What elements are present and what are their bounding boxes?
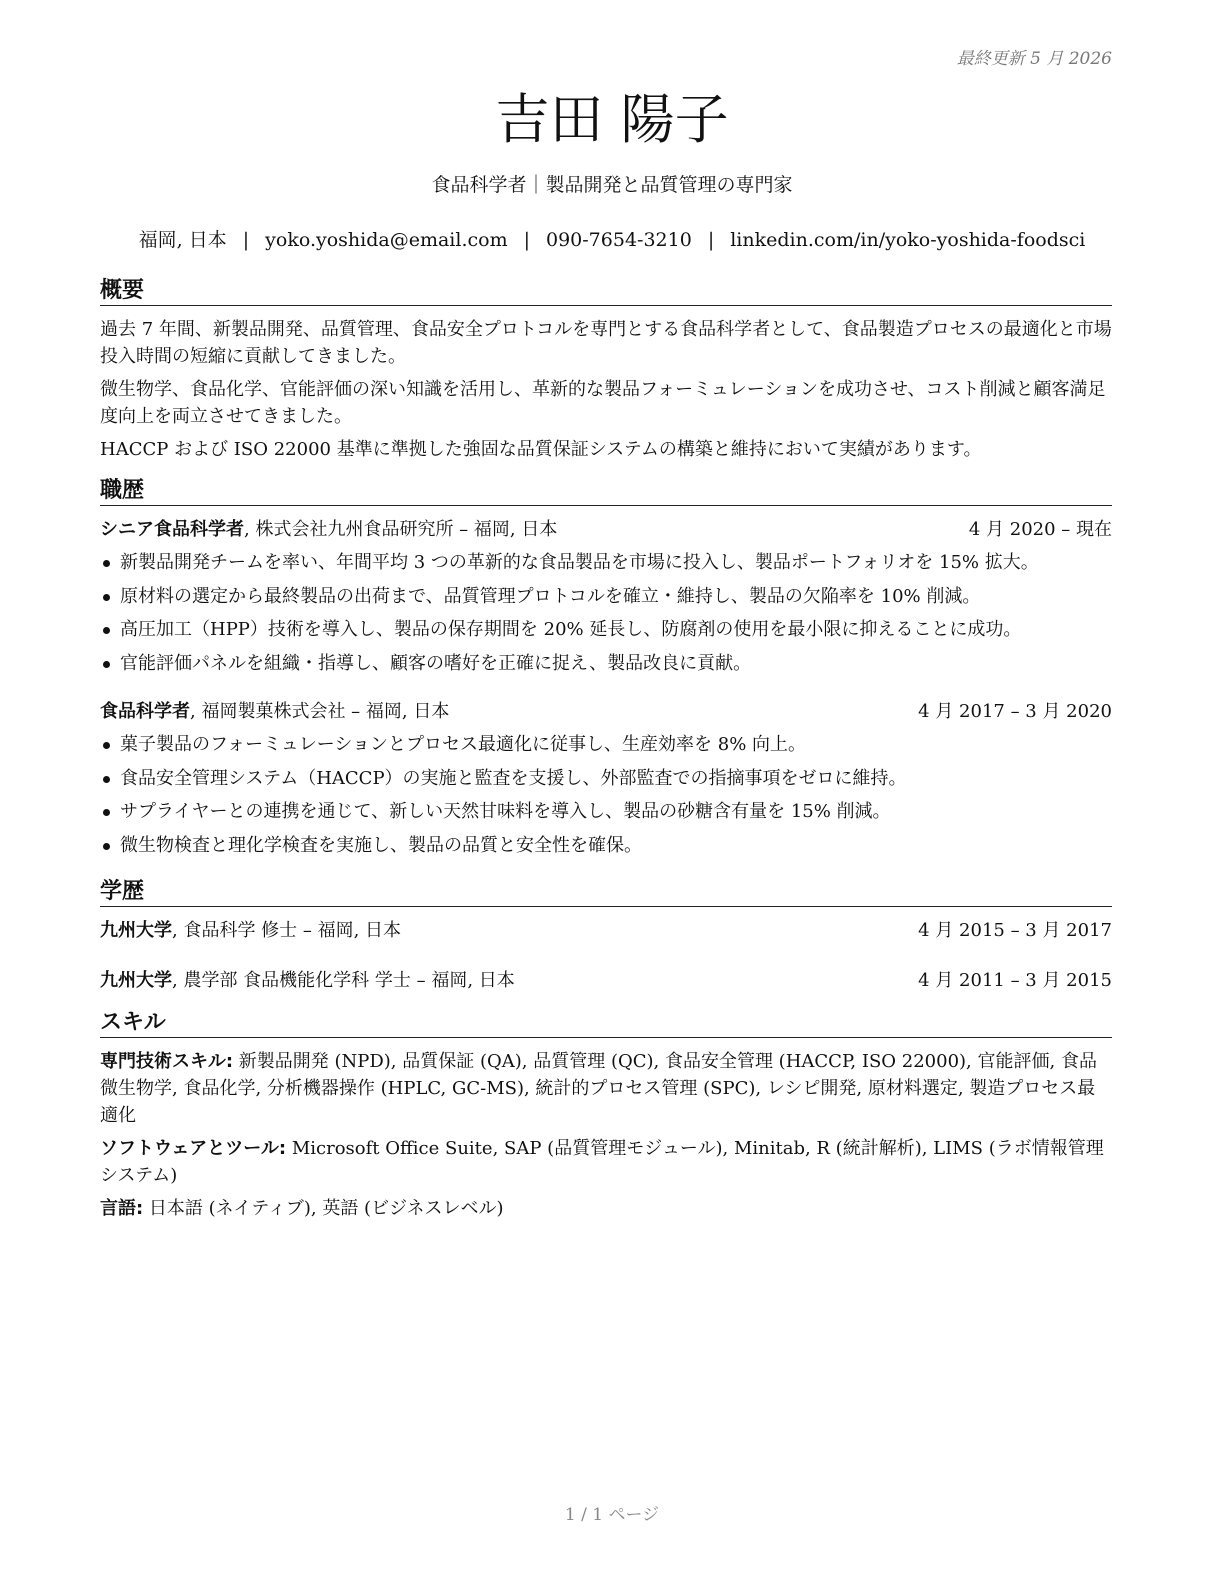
job-dates: 4 月 2017 – 3 月 2020 bbox=[918, 701, 1112, 722]
job-bullet: 食品安全管理システム（HACCP）の実施と監査を支援し、外部監査での指摘事項をゼロに維持。 bbox=[100, 762, 1112, 796]
summary-paragraph: HACCP および ISO 22000 基準に準拠した強固な品質保証システムの構築と維持において実績があります。 bbox=[100, 439, 982, 460]
candidate-name: 吉田 陽子 bbox=[495, 88, 729, 151]
skill-group bbox=[100, 1048, 1112, 1129]
education-entry bbox=[100, 917, 1112, 945]
job-title: シニア食品科学者 bbox=[100, 519, 244, 540]
skill-value: 日本語 (ネイティブ), 英語 (ビジネスレベル) bbox=[143, 1198, 504, 1219]
job-bullet: 官能評価パネルを組織・指導し、顧客の嗜好を正確に捉え、製品改良に貢献。 bbox=[100, 647, 1112, 681]
section-title-summary: 概要 bbox=[100, 277, 1112, 306]
headline: 食品科学者｜製品開発と品質管理の専門家 bbox=[431, 174, 793, 196]
summary-section bbox=[100, 316, 1112, 463]
last-updated: 最終更新 5 月 2026 bbox=[956, 49, 1112, 69]
education-detail: , 農学部 食品機能化学科 学士 – 福岡, 日本 bbox=[172, 970, 515, 991]
education-entry bbox=[100, 967, 1112, 995]
education-school: 九州大学 bbox=[100, 970, 172, 991]
skill-label: ソフトウェアとツール: bbox=[100, 1138, 287, 1159]
contact-line bbox=[0, 225, 1224, 252]
job-bullet: 菓子製品のフォーミュレーションとプロセス最適化に従事し、生産効率を 8% 向上。 bbox=[100, 728, 1112, 762]
job-entry bbox=[100, 698, 1112, 862]
job-bullet: 高圧加工（HPP）技術を導入し、製品の保存期間を 20% 延長し、防腐剤の使用を最小限に抑えることに成功。 bbox=[100, 613, 1112, 647]
page-number: 1 / 1 ページ bbox=[564, 1505, 660, 1525]
skill-group bbox=[100, 1195, 1112, 1222]
summary-paragraph: 微生物学、食品化学、官能評価の深い知識を活用し、革新的な製品フォーミュレーションを成功させ、コスト削減と顧客満足度向上を両立させてきました。 bbox=[100, 379, 1106, 427]
job-title: 食品科学者 bbox=[100, 701, 190, 722]
job-bullet: 微生物検査と理化学検査を実施し、製品の品質と安全性を確保。 bbox=[100, 829, 1112, 863]
skill-label: 専門技術スキル: bbox=[100, 1051, 234, 1072]
job-bullet: 原材料の選定から最終製品の出荷まで、品質管理プロトコルを確立・維持し、製品の欠陥率を 10% 削減。 bbox=[100, 580, 1112, 614]
contact-linkedin[interactable]: linkedin.com/in/yoko-yoshida-foodsci bbox=[730, 229, 1086, 251]
job-header bbox=[100, 516, 1112, 544]
section-title-education: 学歴 bbox=[100, 878, 1112, 907]
skill-group bbox=[100, 1135, 1112, 1189]
skill-value: 新製品開発 (NPD), 品質保証 (QA), 品質管理 (QC), 食品安全管理 (HACCP, ISO 22000), 官能評価, 食品微生物学, 食品化学, 分析機器操作 (HPLC, GC-MS), 統計的プロセス管理 (SPC), レシピ開発, 原材料選定, 製造プロセス最適化 bbox=[100, 1051, 1097, 1126]
resume-body bbox=[100, 277, 1112, 1228]
job-bullets bbox=[100, 728, 1112, 862]
job-bullet: サプライヤーとの連携を通じて、新しい天然甘味料を導入し、製品の砂糖含有量を 15% 削減。 bbox=[100, 795, 1112, 829]
section-title-skills: スキル bbox=[100, 1009, 1112, 1038]
section-title-experience: 職歴 bbox=[100, 477, 1112, 506]
job-bullets bbox=[100, 546, 1112, 680]
contact-separator: | bbox=[523, 229, 530, 251]
job-header bbox=[100, 698, 1112, 726]
contact-phone: 090-7654-3210 bbox=[546, 229, 692, 251]
job-organization: , 福岡製菓株式会社 – 福岡, 日本 bbox=[190, 701, 450, 722]
education-dates: 4 月 2015 – 3 月 2017 bbox=[918, 920, 1112, 941]
contact-location: 福岡, 日本 bbox=[138, 229, 227, 251]
contact-separator: | bbox=[707, 229, 715, 251]
summary-paragraph: 過去 7 年間、新製品開発、品質管理、食品安全プロトコルを専門とする食品科学者として、食品製造プロセスの最適化と市場投入時間の短縮に貢献してきました。 bbox=[100, 319, 1112, 367]
job-organization: , 株式会社九州食品研究所 – 福岡, 日本 bbox=[244, 519, 558, 540]
education-detail: , 食品科学 修士 – 福岡, 日本 bbox=[172, 920, 402, 941]
skill-value: Microsoft Office Suite, SAP (品質管理モジュール), Minitab, R (統計解析), LIMS (ラボ情報管理システム) bbox=[100, 1138, 1104, 1186]
job-entry bbox=[100, 516, 1112, 680]
contact-email[interactable]: yoko.yoshida@email.com bbox=[265, 229, 508, 251]
job-dates: 4 月 2020 – 現在 bbox=[968, 519, 1112, 540]
education-dates: 4 月 2011 – 3 月 2015 bbox=[918, 970, 1112, 991]
job-bullet: 新製品開発チームを率い、年間平均 3 つの革新的な食品製品を市場に投入し、製品ポートフォリオを 15% 拡大。 bbox=[100, 546, 1112, 580]
education-school: 九州大学 bbox=[100, 920, 172, 941]
skill-label: 言語: bbox=[100, 1198, 144, 1219]
contact-separator: | bbox=[242, 229, 250, 251]
